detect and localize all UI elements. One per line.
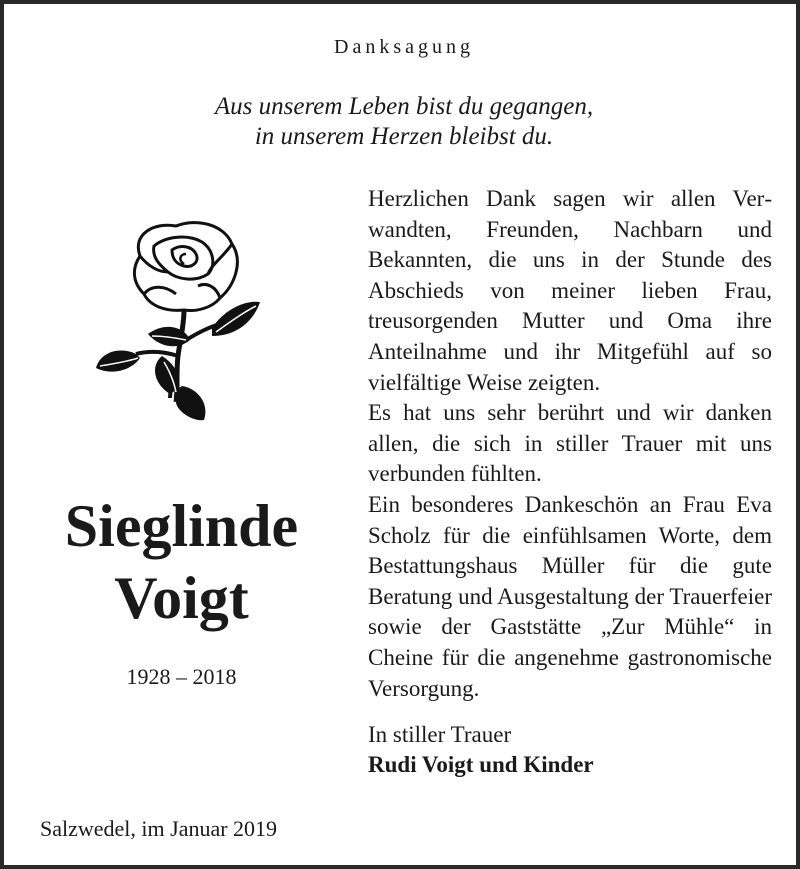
deceased-last-name: Voigt <box>114 565 249 631</box>
thanks-text <box>368 184 772 704</box>
thanks-paragraph-2: Es hat uns sehr berührt und wir danken allen, die sich in stiller Trauer mit uns verbunden fühlten. <box>368 400 772 487</box>
rose-icon <box>92 216 267 426</box>
deceased-name <box>4 490 359 634</box>
deceased-first-name: Sieglinde <box>64 493 299 559</box>
thanks-paragraph-3: Ein besonderes Dankeschön an Frau Eva Scholz für die einfühlsamen Worte, dem Bestattungshaus Müller für die gute Beratung und Ausgestaltung der Trauerfeier sowie der Gaststätte „Zur Mühle“ in Cheine für die angenehme gastronomische Versorgung. <box>368 491 772 701</box>
thanks-paragraph-1: Herzlichen Dank sagen wir allen Verwandten, Freunden, Nachbarn und Bekannten, die uns in der Stunde des Abschieds von meiner lieben Frau, treusorgenden Mutter und Oma ihre Anteilnahme und ihr Mitgefühl auf so vielfältige Weise zeigten. <box>368 186 772 395</box>
signature: Rudi Voigt und Kinder <box>368 752 594 777</box>
verse-line-1: Aus unserem Leben bist du gegangen, <box>214 93 594 120</box>
notice-heading: Danksagung <box>334 36 474 58</box>
life-years: 1928 – 2018 <box>126 664 237 689</box>
closing-block <box>368 720 788 780</box>
verse-line-2: in unserem Herzen bleibst du. <box>254 123 554 150</box>
place-date: Salzwedel, im Januar 2019 <box>40 816 278 841</box>
memorial-verse <box>4 92 800 152</box>
closing-intro: In stiller Trauer <box>368 722 512 747</box>
